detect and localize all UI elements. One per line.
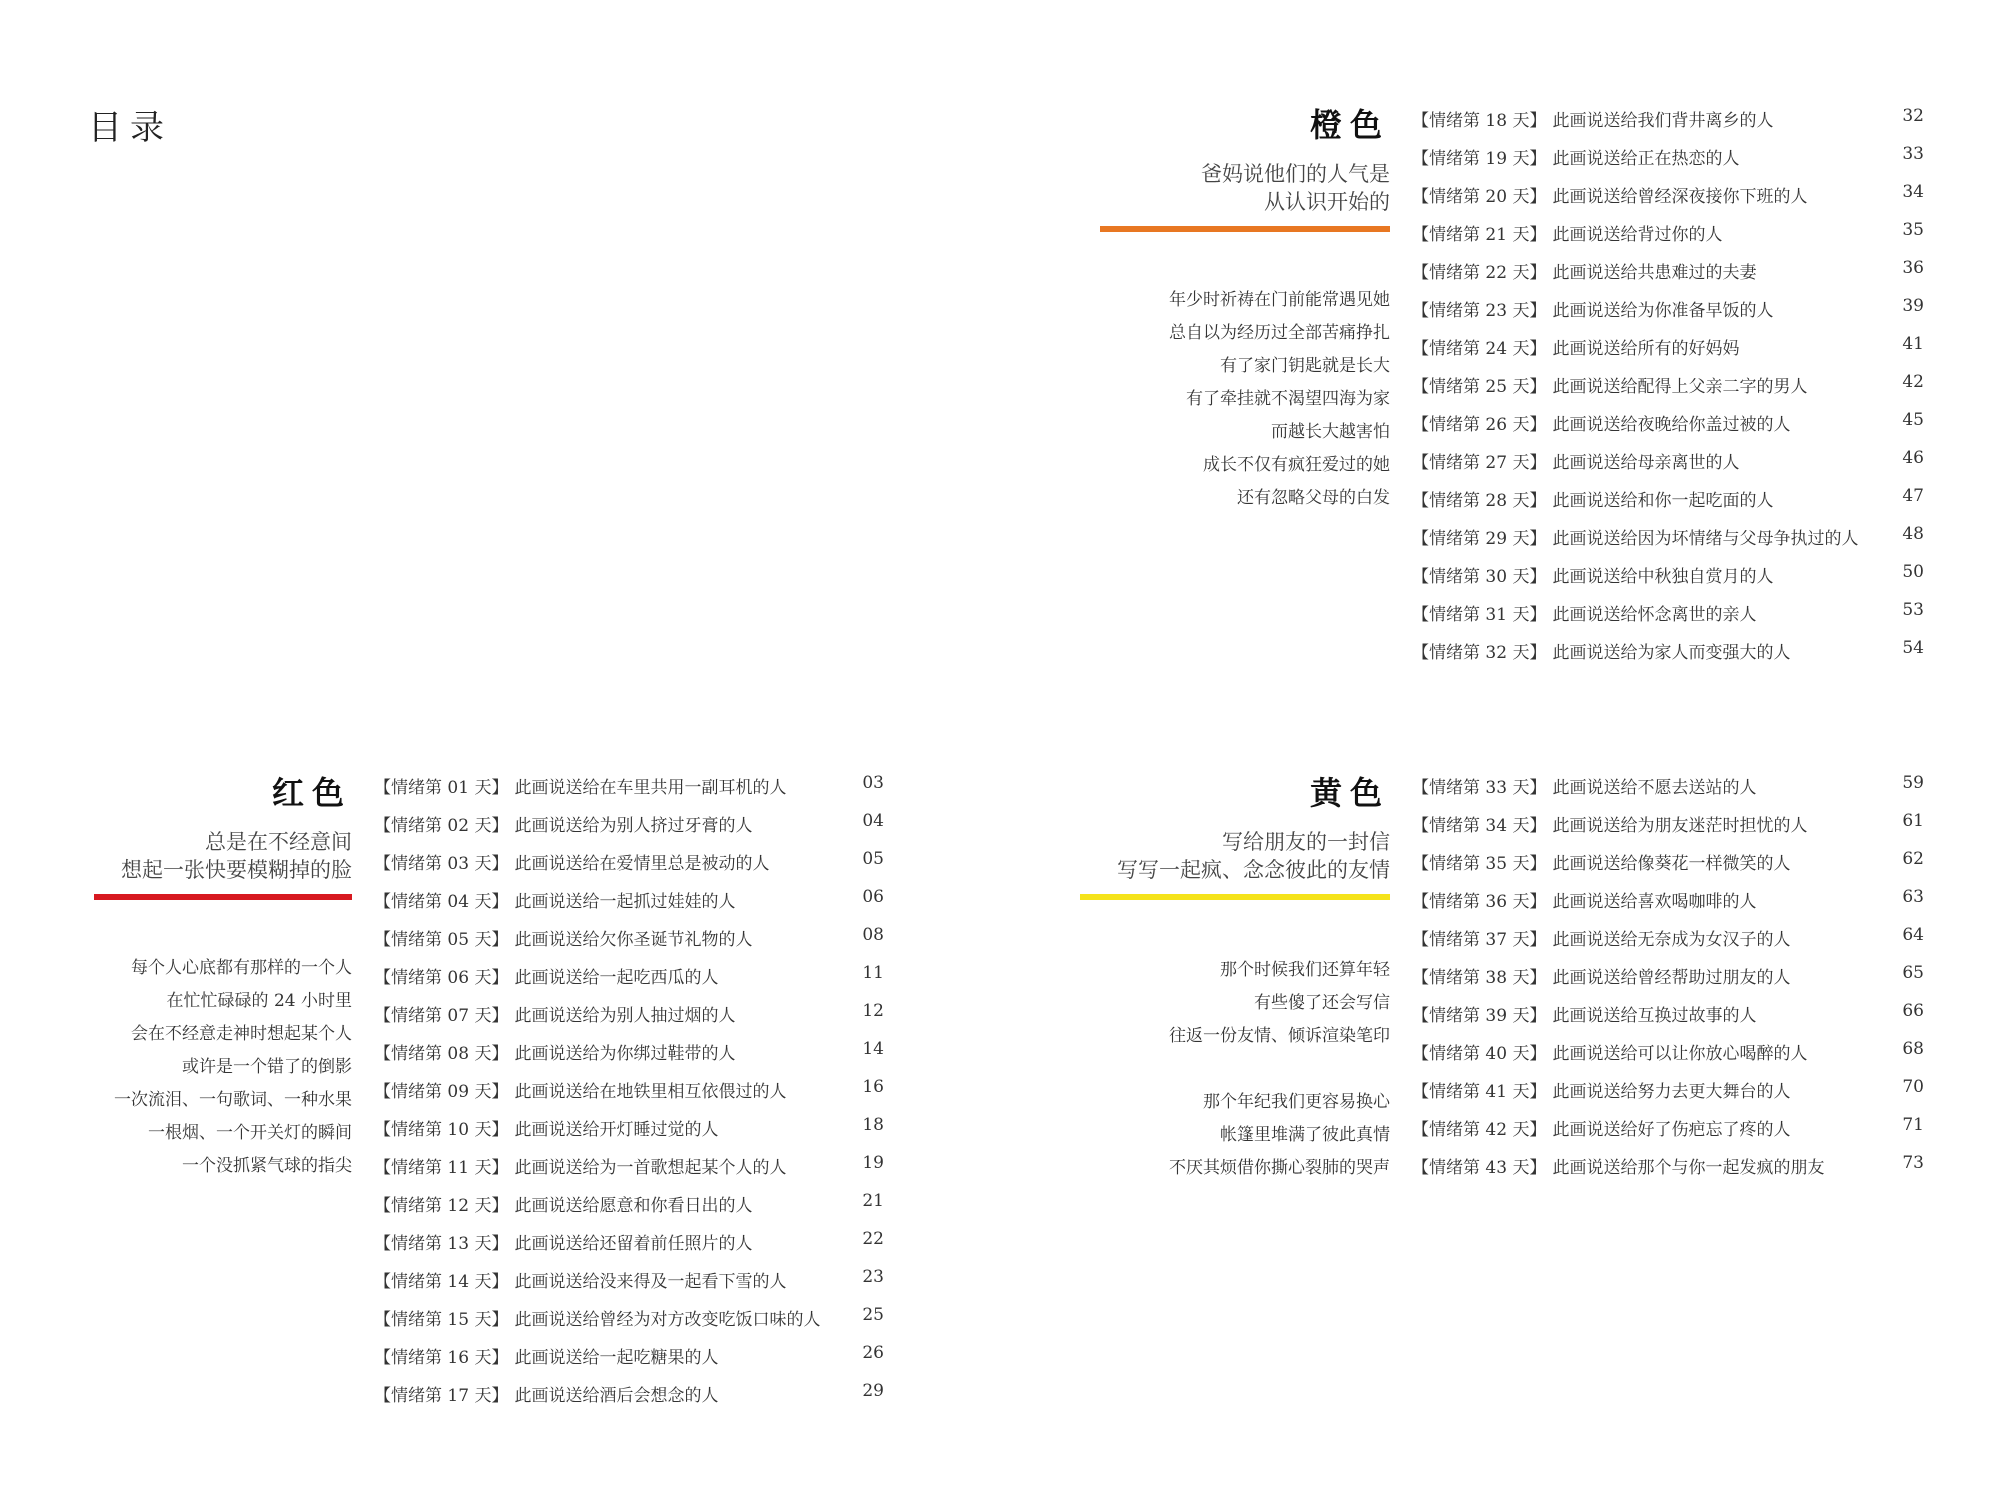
entry-title: 此画说送给在爱情里总是被动的人 (514, 854, 770, 874)
toc-entry[interactable] (374, 1305, 884, 1343)
entry-title: 此画说送给互换过故事的人 (1552, 1006, 1757, 1026)
entry-day: 【情绪第 10 天】 (374, 1120, 509, 1140)
section-red-poem (94, 952, 352, 1183)
entry-title: 此画说送给配得上父亲二字的男人 (1552, 377, 1808, 397)
entry-day: 【情绪第 22 天】 (1412, 263, 1547, 283)
toc-entry[interactable] (1412, 258, 1924, 296)
subtitle-line: 总是在不经意间 (205, 830, 352, 854)
entry-day: 【情绪第 02 天】 (374, 816, 509, 836)
poem-line: 有了牵挂就不渴望四海为家 (1186, 389, 1390, 409)
entry-page: 22 (862, 1229, 884, 1249)
toc-entry[interactable] (1412, 372, 1924, 410)
entry-page: 61 (1902, 811, 1924, 831)
entry-page: 03 (862, 773, 884, 793)
entry-page: 42 (1902, 372, 1924, 392)
section-orange-bar (1100, 226, 1390, 232)
page-title: 目录 (88, 108, 172, 148)
toc-entry[interactable] (1412, 1153, 1924, 1191)
entry-day: 【情绪第 34 天】 (1412, 816, 1547, 836)
entry-title: 此画说送给我们背井离乡的人 (1552, 111, 1774, 131)
entry-page: 16 (862, 1077, 884, 1097)
entry-page: 63 (1902, 887, 1924, 907)
poem-line: 帐篷里堆满了彼此真情 (1220, 1125, 1390, 1145)
poem-line: 每个人心底都有那样的一个人 (131, 958, 352, 978)
entry-page: 53 (1902, 600, 1924, 620)
poem-line: 不厌其烦借你撕心裂肺的哭声 (1169, 1158, 1390, 1178)
section-orange-subtitle (1100, 160, 1390, 216)
toc-entry[interactable] (1412, 220, 1924, 258)
entry-day: 【情绪第 09 天】 (374, 1082, 509, 1102)
section-orange-poem (1100, 284, 1390, 515)
subtitle-line: 爸妈说他们的人气是 (1201, 162, 1390, 186)
toc-entry[interactable] (374, 1267, 884, 1305)
poem-line: 往返一份友情、倾诉渲染笔印 (1169, 1026, 1390, 1046)
section-red-name: 红色 (271, 774, 352, 812)
poem-line: 一个没抓紧气球的指尖 (182, 1156, 352, 1176)
entry-title: 此画说送给因为坏情绪与父母争执过的人 (1552, 529, 1859, 549)
entry-day: 【情绪第 14 天】 (374, 1272, 509, 1292)
entry-day: 【情绪第 43 天】 (1412, 1158, 1547, 1178)
toc-list-orange (1412, 106, 1924, 676)
toc-entry[interactable] (374, 1381, 884, 1419)
entry-title: 此画说送给和你一起吃面的人 (1552, 491, 1774, 511)
toc-entry[interactable] (374, 811, 884, 849)
entry-day: 【情绪第 40 天】 (1412, 1044, 1547, 1064)
entry-title: 此画说送给一起吃糖果的人 (514, 1348, 719, 1368)
entry-page: 05 (862, 849, 884, 869)
section-orange-name: 橙色 (1309, 106, 1390, 144)
toc-entry[interactable] (1412, 1039, 1924, 1077)
entry-page: 29 (862, 1381, 884, 1401)
entry-page: 32 (1902, 106, 1924, 126)
entry-day: 【情绪第 33 天】 (1412, 778, 1547, 798)
entry-page: 45 (1902, 410, 1924, 430)
toc-entry[interactable] (374, 1343, 884, 1381)
toc-entry[interactable] (1412, 410, 1924, 448)
entry-title: 此画说送给无奈成为女汉子的人 (1552, 930, 1791, 950)
entry-page: 47 (1902, 486, 1924, 506)
section-yellow-bar (1080, 894, 1390, 900)
section-yellow-header (1080, 768, 1390, 900)
toc-entry[interactable] (1412, 448, 1924, 486)
entry-title: 此画说送给中秋独自赏月的人 (1552, 567, 1774, 587)
entry-day: 【情绪第 27 天】 (1412, 453, 1547, 473)
entry-day: 【情绪第 20 天】 (1412, 187, 1547, 207)
toc-entry[interactable] (1412, 925, 1924, 963)
poem-line: 一根烟、一个开关灯的瞬间 (148, 1123, 352, 1143)
toc-entry[interactable] (1412, 296, 1924, 334)
section-orange-header (1100, 100, 1390, 232)
entry-title: 此画说送给曾经帮助过朋友的人 (1552, 968, 1791, 988)
entry-title: 此画说送给为别人抽过烟的人 (514, 1006, 736, 1026)
entry-title: 此画说送给努力去更大舞台的人 (1552, 1082, 1791, 1102)
toc-entry[interactable] (1412, 1115, 1924, 1153)
entry-title: 此画说送给为你准备早饭的人 (1552, 301, 1774, 321)
entry-day: 【情绪第 35 天】 (1412, 854, 1547, 874)
toc-entry[interactable] (374, 1229, 884, 1267)
section-yellow-name: 黄色 (1309, 774, 1390, 812)
entry-page: 46 (1902, 448, 1924, 468)
toc-list-yellow (1412, 773, 1924, 1191)
entry-title: 此画说送给为别人挤过牙膏的人 (514, 816, 753, 836)
entry-page: 14 (862, 1039, 884, 1059)
toc-entry[interactable] (1412, 773, 1924, 811)
toc-entry[interactable] (1412, 524, 1924, 562)
entry-day: 【情绪第 23 天】 (1412, 301, 1547, 321)
entry-day: 【情绪第 12 天】 (374, 1196, 509, 1216)
toc-entry[interactable] (1412, 144, 1924, 182)
entry-page: 36 (1902, 258, 1924, 278)
toc-entry[interactable] (1412, 963, 1924, 1001)
entry-page: 39 (1902, 296, 1924, 316)
entry-day: 【情绪第 26 天】 (1412, 415, 1547, 435)
toc-entry[interactable] (374, 1077, 884, 1115)
entry-day: 【情绪第 03 天】 (374, 854, 509, 874)
toc-entry[interactable] (1412, 562, 1924, 600)
entry-day: 【情绪第 31 天】 (1412, 605, 1547, 625)
entry-title: 此画说送给像葵花一样微笑的人 (1552, 854, 1791, 874)
subtitle-line: 写给朋友的一封信 (1222, 830, 1390, 854)
entry-day: 【情绪第 21 天】 (1412, 225, 1547, 245)
subtitle-line: 从认识开始的 (1264, 190, 1390, 214)
entry-page: 41 (1902, 334, 1924, 354)
toc-entry[interactable] (1412, 486, 1924, 524)
toc-entry[interactable] (1412, 182, 1924, 220)
toc-entry[interactable] (1412, 600, 1924, 638)
toc-entry[interactable] (374, 773, 884, 811)
entry-title: 此画说送给在地铁里相互依偎过的人 (514, 1082, 787, 1102)
toc-entry[interactable] (1412, 334, 1924, 372)
toc-entry[interactable] (1412, 106, 1924, 144)
entry-day: 【情绪第 28 天】 (1412, 491, 1547, 511)
entry-day: 【情绪第 13 天】 (374, 1234, 509, 1254)
entry-title: 此画说送给酒后会想念的人 (514, 1386, 719, 1406)
entry-title: 此画说送给为家人而变强大的人 (1552, 643, 1791, 663)
entry-day: 【情绪第 24 天】 (1412, 339, 1547, 359)
entry-day: 【情绪第 04 天】 (374, 892, 509, 912)
poem-line: 或许是一个错了的倒影 (182, 1057, 352, 1077)
entry-title: 此画说送给没来得及一起看下雪的人 (514, 1272, 787, 1292)
entry-day: 【情绪第 06 天】 (374, 968, 509, 988)
entry-title: 此画说送给共患难过的夫妻 (1552, 263, 1757, 283)
entry-title: 此画说送给不愿去送站的人 (1552, 778, 1757, 798)
entry-page: 34 (1902, 182, 1924, 202)
entry-title: 此画说送给母亲离世的人 (1552, 453, 1740, 473)
entry-day: 【情绪第 19 天】 (1412, 149, 1547, 169)
entry-day: 【情绪第 36 天】 (1412, 892, 1547, 912)
entry-day: 【情绪第 39 天】 (1412, 1006, 1547, 1026)
entry-day: 【情绪第 15 天】 (374, 1310, 509, 1330)
toc-entry[interactable] (1412, 887, 1924, 925)
section-red-bar (94, 894, 352, 900)
entry-title: 此画说送给为朋友迷茫时担忧的人 (1552, 816, 1808, 836)
entry-day: 【情绪第 25 天】 (1412, 377, 1547, 397)
poem-line (1080, 1053, 1390, 1086)
entry-page: 33 (1902, 144, 1924, 164)
entry-page: 21 (862, 1191, 884, 1211)
entry-page: 11 (862, 963, 884, 983)
entry-title: 此画说送给一起抓过娃娃的人 (514, 892, 736, 912)
toc-entry[interactable] (374, 1001, 884, 1039)
entry-title: 此画说送给欠你圣诞节礼物的人 (514, 930, 753, 950)
entry-day: 【情绪第 11 天】 (374, 1158, 509, 1178)
entry-day: 【情绪第 42 天】 (1412, 1120, 1547, 1140)
entry-page: 59 (1902, 773, 1924, 793)
toc-entry[interactable] (374, 849, 884, 887)
toc-entry[interactable] (374, 925, 884, 963)
entry-day: 【情绪第 01 天】 (374, 778, 509, 798)
subtitle-line: 想起一张快要模糊掉的脸 (121, 858, 352, 882)
entry-title: 此画说送给所有的好妈妈 (1552, 339, 1740, 359)
toc-entry[interactable] (1412, 1001, 1924, 1039)
entry-page: 64 (1902, 925, 1924, 945)
entry-page: 25 (862, 1305, 884, 1325)
entry-title: 此画说送给还留着前任照片的人 (514, 1234, 753, 1254)
poem-line: 而越长大越害怕 (1271, 422, 1390, 442)
section-red-subtitle (94, 828, 352, 884)
toc-entry[interactable] (1412, 638, 1924, 676)
entry-day: 【情绪第 41 天】 (1412, 1082, 1547, 1102)
entry-page: 70 (1902, 1077, 1924, 1097)
subtitle-line: 写写一起疯、念念彼此的友情 (1117, 858, 1390, 882)
toc-entry[interactable] (1412, 1077, 1924, 1115)
entry-title: 此画说送给好了伤疤忘了疼的人 (1552, 1120, 1791, 1140)
entry-page: 54 (1902, 638, 1924, 658)
entry-day: 【情绪第 05 天】 (374, 930, 509, 950)
entry-title: 此画说送给可以让你放心喝醉的人 (1552, 1044, 1808, 1064)
entry-title: 此画说送给一起吃西瓜的人 (514, 968, 719, 988)
entry-title: 此画说送给愿意和你看日出的人 (514, 1196, 753, 1216)
entry-page: 50 (1902, 562, 1924, 582)
entry-title: 此画说送给开灯睡过觉的人 (514, 1120, 719, 1140)
toc-entry[interactable] (374, 1191, 884, 1229)
entry-page: 08 (862, 925, 884, 945)
entry-title: 此画说送给背过你的人 (1552, 225, 1723, 245)
entry-day: 【情绪第 18 天】 (1412, 111, 1547, 131)
entry-page: 26 (862, 1343, 884, 1363)
entry-title: 此画说送给正在热恋的人 (1552, 149, 1740, 169)
entry-day: 【情绪第 38 天】 (1412, 968, 1547, 988)
entry-title: 此画说送给喜欢喝咖啡的人 (1552, 892, 1757, 912)
entry-title: 此画说送给那个与你一起发疯的朋友 (1552, 1158, 1825, 1178)
entry-page: 65 (1902, 963, 1924, 983)
entry-page: 71 (1902, 1115, 1924, 1135)
poem-line: 会在不经意走神时想起某个人 (131, 1024, 352, 1044)
toc-entry[interactable] (374, 887, 884, 925)
toc-list-red (374, 773, 884, 1419)
section-red-header (94, 768, 352, 900)
poem-line: 还有忽略父母的白发 (1237, 488, 1390, 508)
entry-page: 12 (862, 1001, 884, 1021)
poem-line: 成长不仅有疯狂爱过的她 (1203, 455, 1390, 475)
entry-title: 此画说送给曾经深夜接你下班的人 (1552, 187, 1808, 207)
toc-entry[interactable] (374, 1115, 884, 1153)
entry-day: 【情绪第 29 天】 (1412, 529, 1547, 549)
entry-day: 【情绪第 17 天】 (374, 1386, 509, 1406)
entry-page: 35 (1902, 220, 1924, 240)
entry-page: 68 (1902, 1039, 1924, 1059)
entry-day: 【情绪第 07 天】 (374, 1006, 509, 1026)
section-yellow-subtitle (1080, 828, 1390, 884)
entry-page: 04 (862, 811, 884, 831)
entry-page: 62 (1902, 849, 1924, 869)
section-yellow-poem (1080, 954, 1390, 1185)
entry-page: 73 (1902, 1153, 1924, 1173)
toc-entry[interactable] (374, 1153, 884, 1191)
poem-line: 那个年纪我们更容易换心 (1203, 1092, 1390, 1112)
entry-title: 此画说送给怀念离世的亲人 (1552, 605, 1757, 625)
entry-page: 48 (1902, 524, 1924, 544)
entry-title: 此画说送给为你绑过鞋带的人 (514, 1044, 736, 1064)
toc-entry[interactable] (1412, 811, 1924, 849)
entry-page: 18 (862, 1115, 884, 1135)
poem-line: 总自以为经历过全部苦痛挣扎 (1169, 323, 1390, 343)
entry-day: 【情绪第 08 天】 (374, 1044, 509, 1064)
entry-day: 【情绪第 37 天】 (1412, 930, 1547, 950)
poem-line: 一次流泪、一句歌词、一种水果 (114, 1090, 352, 1110)
toc-entry[interactable] (1412, 849, 1924, 887)
poem-line: 有了家门钥匙就是长大 (1220, 356, 1390, 376)
entry-page: 23 (862, 1267, 884, 1287)
toc-entry[interactable] (374, 963, 884, 1001)
poem-line: 有些傻了还会写信 (1254, 993, 1390, 1013)
entry-title: 此画说送给为一首歌想起某个人的人 (514, 1158, 787, 1178)
entry-title: 此画说送给夜晚给你盖过被的人 (1552, 415, 1791, 435)
poem-line: 那个时候我们还算年轻 (1220, 960, 1390, 980)
poem-line: 在忙忙碌碌的 24 小时里 (166, 991, 352, 1011)
entry-page: 66 (1902, 1001, 1924, 1021)
entry-page: 19 (862, 1153, 884, 1173)
entry-day: 【情绪第 32 天】 (1412, 643, 1547, 663)
toc-entry[interactable] (374, 1039, 884, 1077)
entry-title: 此画说送给曾经为对方改变吃饭口味的人 (514, 1310, 821, 1330)
entry-page: 06 (862, 887, 884, 907)
entry-title: 此画说送给在车里共用一副耳机的人 (514, 778, 787, 798)
entry-day: 【情绪第 30 天】 (1412, 567, 1547, 587)
poem-line: 年少时祈祷在门前能常遇见她 (1169, 290, 1390, 310)
entry-day: 【情绪第 16 天】 (374, 1348, 509, 1368)
